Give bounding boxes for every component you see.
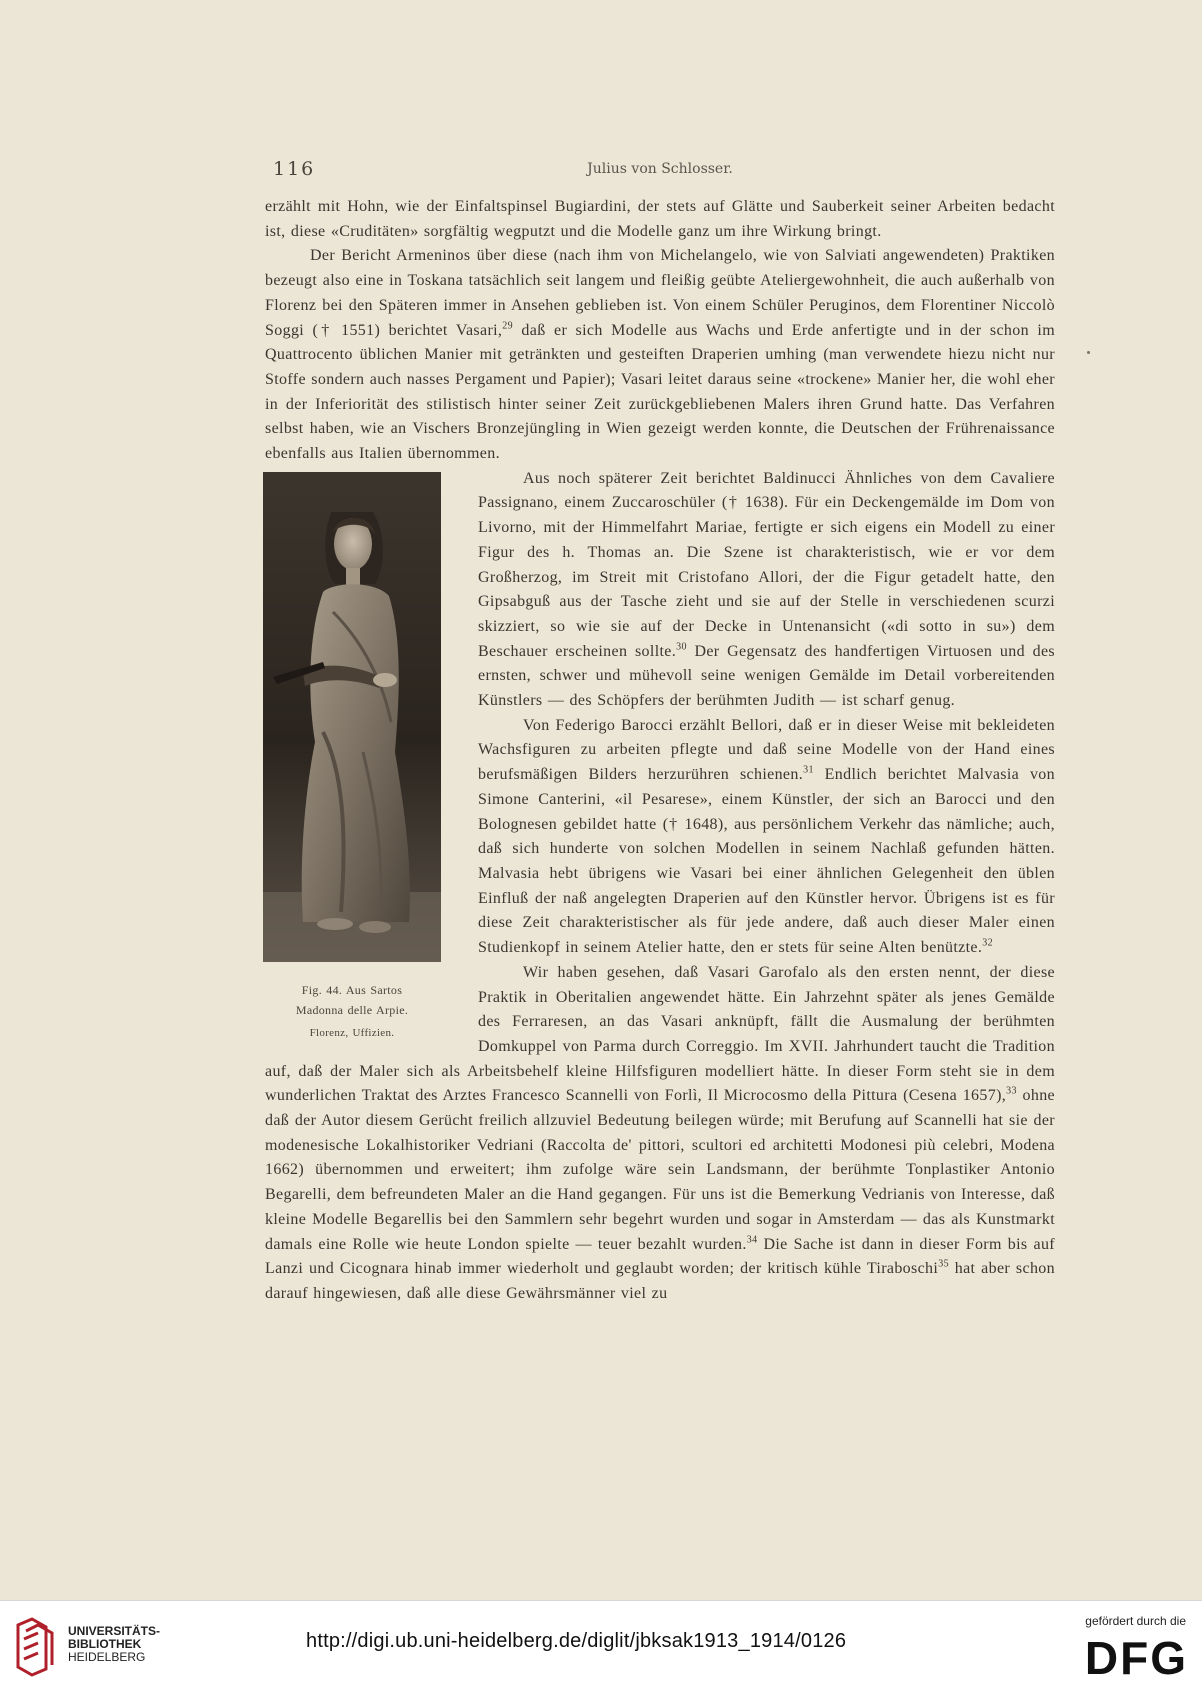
footnote-ref-31: 31: [803, 764, 814, 776]
body-text: [265, 195, 1055, 1307]
page-number: 116: [273, 158, 316, 180]
paragraph-4-text: Von Federigo Barocci erzählt Bellori, daß er in dieser Weise mit bekleideten Wachsfiguren zu arbeiten pflegte und daß seine Modelle von der Hand eines berufsmäßigen Bilders herzurühren schienen.: [478, 716, 1055, 784]
paragraph-1: erzählt mit Hohn, wie der Einfaltspinsel Bugiardini, der stets auf Glätte und Sauberkeit seiner Arbeiten bedacht ist, diese «Cruditäten» sorgfältig wegputzt und die Modelle ganz um ihre Wirkung bringt.: [265, 198, 1055, 240]
caption-line-3: Florenz, Uffizien.: [309, 1026, 395, 1039]
footnote-ref-30: 30: [676, 641, 687, 653]
footer-bar: [0, 1600, 1202, 1690]
paragraph-2-cont: daß er sich Modelle aus Wachs und Erde anfertigte und in der schon im Quattrocento üblichen Manier mit getränkten und gesteiften Draperien umhing (man verwendete hiezu nicht nur Stoffe sondern auch nasses Pergament und Papier); Vasari leitet daraus seine «trockene» Manier her, die wohl eher in der Inferiorität des stilistisch hinter seiner Zeit zurückgebliebenen Malers ihren Grund hatte. Das Verfahren selbst haben, wie an Vischers Bronzejüngling in Wien gezeigt werden konnte, die Deutschen der Frührenaissance ebenfalls aus Italien übernommen.: [265, 321, 1055, 463]
source-url-link[interactable]: http://digi.ub.uni-heidelberg.de/diglit/jbksak1913_1914/0126: [306, 1630, 847, 1652]
university-library-logo-icon[interactable]: [12, 1615, 60, 1677]
paragraph-5-text: Wir haben gesehen, daß Vasari Garofalo als den ersten nennt, der diese Praktik in Oberitalien angewendet hätte. Ein Jahrzehnt später als jenes Gemälde des Ferraresen, an das Vasari anknüpft, fällt die Ausmalung der berühmten Domkuppel von Parma durch Correggio. Im XVII. Jahrhundert taucht die Tradition auf, daß der Maler sich als Arbeitsbehelf kleine Hilfsfiguren modelliert hätte. In dieser Form steht sie in dem wunderlichen Traktat des Arztes Francesco Scannelli von Forlì, Il Microcosmo della Pittura (Cesena 1657),: [265, 963, 1055, 1105]
uni-name-line-3: HEIDELBERG: [68, 1650, 146, 1664]
figure-44: [263, 472, 458, 1043]
figure-image: [263, 472, 441, 962]
running-head: Julius von Schlosser.: [587, 161, 733, 177]
footnote-ref-34: 34: [746, 1234, 758, 1246]
page-header: [265, 158, 1055, 184]
caption-line-1: Fig. 44. Aus Sartos: [301, 982, 403, 997]
paragraph-5-cont2: Die Sache ist dann in dieser Form bis auf Lanzi und Cicognara hinab immer wiederholt und geglaubt worden; der kritisch kühle Tiraboschi: [265, 1235, 1055, 1278]
paragraph-5-cont3: hat aber schon darauf hingewiesen, daß alle diese Gewährsmänner viel zu: [265, 1260, 1055, 1302]
footnote-ref-35: 35: [938, 1258, 949, 1270]
paragraph-4-cont: Endlich berichtet Malvasia von Simone Canterini, «il Pesarese», einem Künstler, der sich an Barocci und den Bolognesen gebildet hatte († 1648), aus persönlichem Verkehr das nämliche; auch, daß sich hunderte von solchen Modellen in seinem Nachlaß gefunden hätten. Malvasia hebt übrigens wie Vasari bei einer ähnlichen Gelegenheit den üblen Einfluß der naß angelegten Draperien auf den Künstler hervor. Übrigens ist es für diese Zeit charakteristischer als für jede andere, daß auch dieser Maler einen Studienkopf in seinem Atelier hatte, den er stets für seine Alten benützte.: [478, 766, 1055, 957]
paragraph-3-cont: Der Gegensatz des handfertigen Virtuosen und des ernsten, schwer und mühevoll seine wenigen Gemälde im Detail vorbereitenden Künstlers — des Schöpfers der berühmten Judith — ist scharf genug.: [478, 642, 1055, 710]
paragraph-2-text: Der Bericht Armeninos über diese (nach ihm von Michelangelo, wie von Salviati angewendeten) Praktiken bezeugt also eine in Toskana tatsächlich seit langem und fleißig geübte Ateliergewohnheit, die auch außerhalb von Florenz bei den Späteren immer in Ansehen geblieben ist. Von einem Schüler Peruginos, dem Florentiner Niccolò Soggi († 1551) berichtet Vasari,: [265, 247, 1055, 339]
footnote-ref-33: 33: [1006, 1085, 1017, 1097]
dfg-logo[interactable]: DFG: [1084, 1632, 1188, 1684]
figure-caption: [263, 980, 441, 1043]
scan-speck: [1087, 351, 1090, 354]
footnote-ref-29: 29: [502, 320, 513, 332]
paragraph-2: [265, 244, 1055, 466]
funded-by-label: gefördert durch die: [1085, 1614, 1186, 1628]
paragraph-5-cont: ohne daß der Autor diesem Gerücht freilich allzuviel Bedeutung beilegen würde; mit Berufung auf Scannelli hat sie der modenesische Lokalhistoriker Vedriani (Raccolta de' pittori, scultori ed architetti Modonesi più celebri, Modena 1662) übernommen und erweitert; ihm zufolge wäre sein Landsmann, der berühmte Tonplastiker Antonio Begarelli, dem befreundeten Maler an die Hand gegangen. Für uns ist die Bemerkung Vedrianis von Interesse, daß kleine Modelle Begarellis bei den Sammlern sehr begehrt wurden und sogar in Amsterdam — das als Kunstmarkt damals eine Rolle wie heute London spielte — teuer bezahlt wurden.: [265, 1087, 1056, 1253]
uni-name-line-2: BIBLIOTHEK: [68, 1637, 142, 1651]
uni-name-line-1: UNIVERSITÄTS-: [68, 1624, 161, 1638]
caption-line-2: Madonna delle Arpie.: [295, 1002, 409, 1017]
university-library-name[interactable]: [68, 1625, 160, 1664]
footnote-ref-32: 32: [982, 937, 993, 949]
paragraph-3-text: Aus noch späterer Zeit berichtet Baldinucci Ähnliches von dem Cavaliere Passignano, einem Zuccaroschüler († 1638). Für ein Deckengemälde im Dom von Livorno, mit der Himmelfahrt Mariae, fertigte er sich eigens ein Modell zu einer Figur des h. Thomas an. Die Szene ist charakteristisch, wie er vor dem Großherzog, im Streit mit Cristofano Allori, der die Figur getadelt hatte, den Gipsabguß aus der Tasche zieht und sie auf der Stelle in verschiedenen scurzi skizziert, so wie sie auf der Decke in Untenansicht («di sotto in su») dem Beschauer erscheinen sollte.: [478, 469, 1055, 660]
